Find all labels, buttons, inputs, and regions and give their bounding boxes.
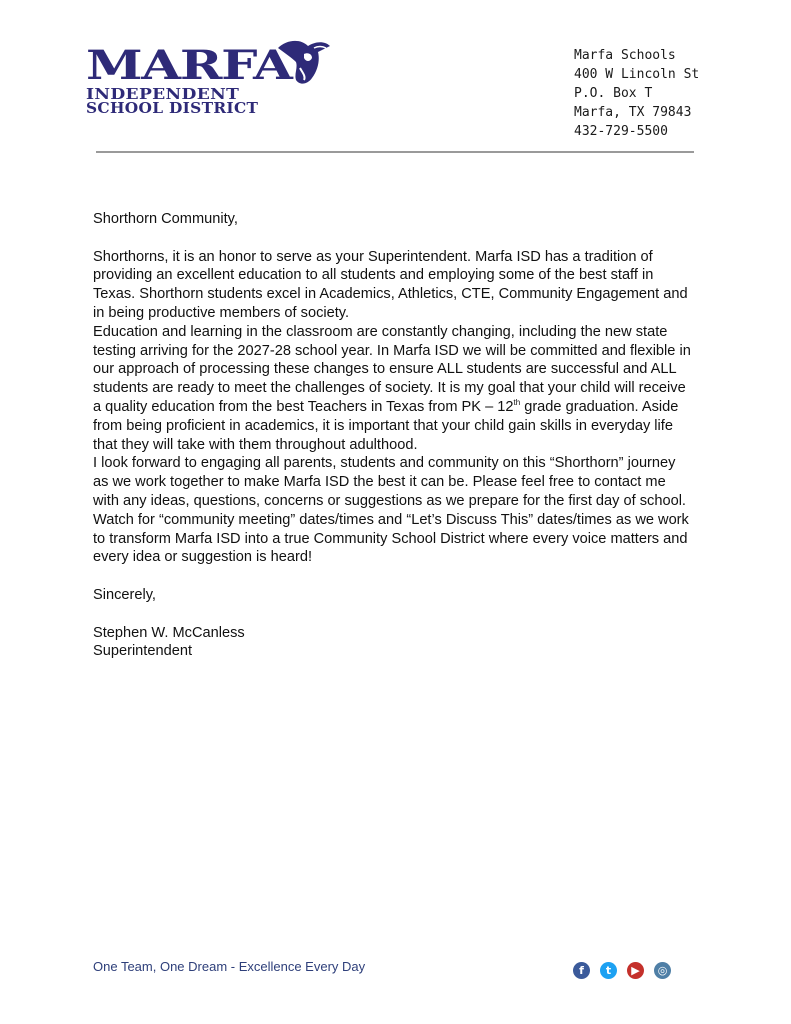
- address-line: P.O. Box T: [574, 86, 653, 101]
- logo-line-school-district: SCHOOL DISTRICT: [86, 100, 259, 117]
- district-logo: [86, 40, 332, 120]
- instagram-icon[interactable]: ◎: [654, 962, 671, 979]
- logo-line-independent: INDEPENDENT: [86, 86, 240, 103]
- district-address: [574, 46, 699, 141]
- youtube-icon[interactable]: ▶: [627, 962, 644, 979]
- footer-motto: One Team, One Dream - Excellence Every Day: [93, 959, 366, 974]
- header-divider: [96, 151, 694, 153]
- paragraph-intro: Shorthorns, it is an honor to serve as your Superintendent. Marfa ISD has a tradition of providing an excellent education to all students and employing some of the best staff in Texas. Shorthorn students excel in Academics, Athletics, CTE, Community Engagement and in being productive members of society.: [93, 248, 688, 321]
- facebook-icon[interactable]: f: [573, 962, 590, 979]
- salutation: Shorthorn Community,: [93, 211, 238, 227]
- address-line: Marfa, TX 79843: [574, 105, 692, 120]
- signer-title: Superintendent: [93, 643, 192, 660]
- twitter-icon[interactable]: t: [600, 962, 617, 979]
- shorthorn-mascot-icon: [274, 40, 332, 88]
- address-phone: 432-729-5500: [574, 124, 668, 139]
- paragraph-engagement: I look forward to engaging all parents, students and community on this “Shorthorn” journey as we work together to make Marfa ISD the best it can be. Please feel free to contact me with any ideas, questions, concerns or suggestions as we prepare for the first day of school. Watch for “community meeting” dates/times and “Let’s Discuss This” dates/times as we work to transform Marfa ISD into a true Community School District where every voice matters and every idea or suggestion is heard!: [93, 455, 689, 566]
- superscript-th: th: [513, 397, 521, 407]
- address-line: 400 W Lincoln St: [574, 67, 700, 82]
- paragraph-education: Education and learning in the classroom are constantly changing, including the new state testing arriving for the 2027-28 school year. In Marfa ISD we will be committed and flexible in our approach of processing these changes to ensure ALL students are successful and ALL students are ready to meet the challenges of society. It is my goal that your child will receive a quality education from the best Teachers in Texas from PK – 12th grade graduation. Aside from being proficient in academics, it is important that your child gain skills in everyday life that they will take with them throughout adulthood.: [93, 323, 691, 453]
- letter-body: [93, 210, 693, 661]
- logo-wordmark: MARFA: [86, 42, 292, 89]
- closing: Sincerely,: [93, 586, 156, 603]
- address-line: Marfa Schools: [574, 48, 676, 63]
- signer-name: Stephen W. McCanless: [93, 624, 245, 641]
